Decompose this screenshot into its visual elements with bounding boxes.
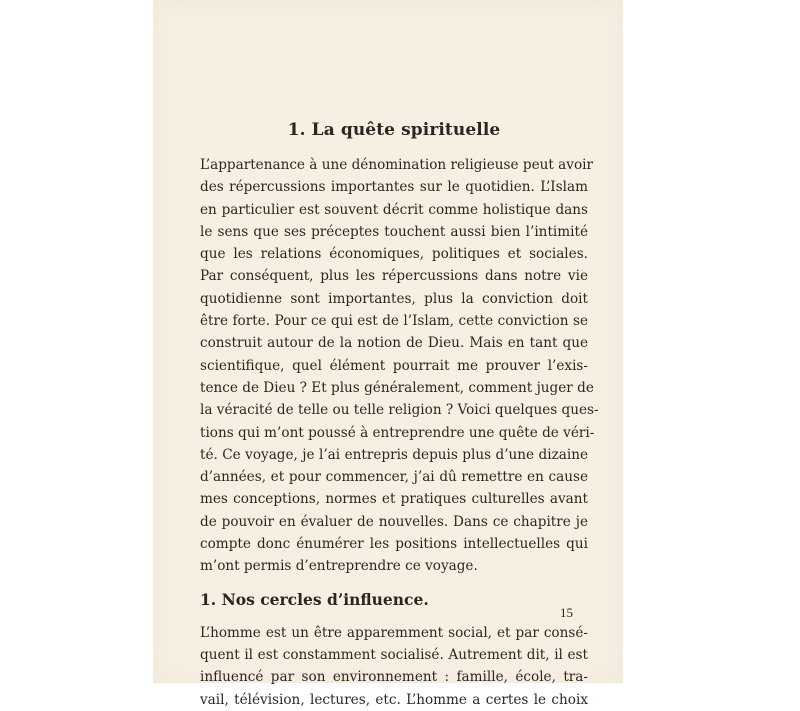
paragraph-2 — [200, 622, 588, 711]
subheading: 1. Nos cercles d’influence. — [200, 589, 429, 609]
section-title: 1. La quête spirituelle — [287, 120, 501, 140]
text-line: quent il est constamment socialisé. Autrement dit, il est — [200, 646, 588, 663]
text-line: L’homme est un être apparemment social, et par consé- — [200, 624, 588, 641]
text-line: té. Ce voyage, je l’ai entrepris depuis plus d’une dizaine — [200, 446, 588, 463]
text-line: des répercussions importantes sur le quotidien. L’Islam — [200, 179, 588, 196]
text-line: quotidienne sont importantes, plus la conviction doit — [200, 290, 588, 307]
text-line: construit autour de la notion de Dieu. Mais en tant que — [200, 335, 588, 352]
text-line: d’années, et pour commencer, j’ai dû remettre en cause — [200, 469, 588, 486]
text-line: vail, télévision, lectures, etc. L’homme a certes le choix — [200, 691, 588, 708]
text-line: scientifique, quel élément pourrait me prouver l’exis- — [200, 357, 588, 374]
text-line: être forte. Pour ce qui est de l’Islam, cette conviction se — [200, 313, 588, 330]
text-line: mes conceptions, normes et pratiques culturelles avant — [200, 491, 588, 508]
text-line: m’ont permis d’entreprendre ce voyage. — [200, 558, 478, 575]
text-line: en particulier est souvent décrit comme holistique dans — [200, 201, 588, 218]
text-line: compte donc énumérer les positions intellectuelles qui — [200, 536, 588, 553]
text-line: le sens que ses préceptes touchent aussi bien l’intimité — [200, 223, 588, 240]
text-line: de pouvoir en évaluer de nouvelles. Dans ce chapitre je — [200, 513, 588, 530]
text-line: tions qui m’ont poussé à entreprendre une quête de véri- — [200, 424, 595, 441]
page-number: 15 — [560, 605, 573, 620]
page-content — [200, 119, 599, 711]
text-line: Par conséquent, plus les répercussions dans notre vie — [200, 268, 588, 285]
text-line: que les relations économiques, politiques et sociales. — [200, 246, 588, 263]
text-line: tence de Dieu ? Et plus généralement, comment juger de — [200, 379, 594, 396]
text-line: L’appartenance à une dénomination religieuse peut avoir — [200, 157, 593, 173]
paragraph-1 — [200, 154, 599, 578]
text-line: la véracité de telle ou telle religion ? Voici quelques ques- — [200, 402, 599, 419]
text-line: influencé par son environnement : famille, école, tra- — [200, 669, 588, 686]
